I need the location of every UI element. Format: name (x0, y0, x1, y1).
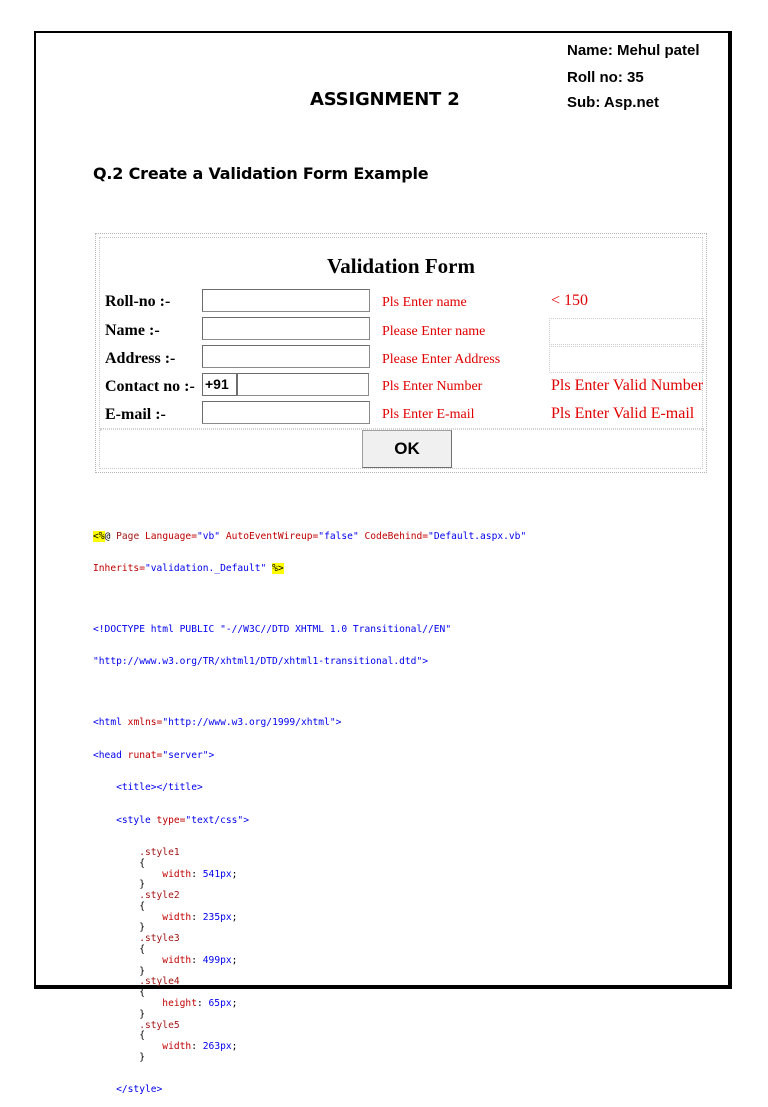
table-cell (549, 346, 704, 373)
code-token: "server" (162, 749, 209, 761)
code-line: width: 263px; (93, 1041, 238, 1053)
assignment-title: ASSIGNMENT 2 (310, 89, 460, 110)
code-token: CodeBehind= (358, 530, 429, 542)
name-required-error: Please Enter name (382, 324, 486, 339)
code-line: height: 65px; (93, 998, 238, 1010)
roll-no-range-error: < 150 (551, 292, 589, 309)
code-line: } (93, 1008, 145, 1020)
code-line (93, 564, 526, 575)
code-line: <title></title> (93, 782, 203, 794)
code-token: %> (272, 562, 284, 574)
question-heading: Q.2 Create a Validation Form Example (93, 164, 429, 183)
code-line (93, 816, 526, 827)
email-input[interactable] (202, 401, 370, 424)
code-line: } (93, 879, 145, 891)
code-line: width: 499px; (93, 954, 238, 966)
code-token: "validation._Default" (144, 562, 267, 574)
code-token: <html (93, 717, 122, 729)
roll-no-required-error: Pls Enter name (382, 295, 467, 310)
label-address: Address :- (105, 350, 176, 367)
code-line: width: 235px; (93, 911, 238, 923)
code-token: "false" (318, 530, 359, 542)
subject: Sub: Asp.net (567, 94, 659, 111)
code-line: .style1 (93, 846, 180, 858)
ok-button[interactable]: OK (362, 430, 452, 468)
code-line: .style5 (93, 1019, 180, 1031)
code-line: } (93, 1052, 145, 1064)
student-name: Name: Mehul patel (567, 42, 700, 59)
code-line: width: 541px; (93, 868, 238, 880)
code-line: { (93, 944, 145, 956)
contact-no-input[interactable] (237, 373, 369, 396)
code-line: } (93, 965, 145, 977)
address-required-error: Please Enter Address (382, 352, 501, 367)
code-line (93, 751, 526, 762)
roll-number: Roll no: 35 (567, 69, 644, 86)
email-valid-error: Pls Enter Valid E-mail (551, 405, 695, 422)
code-line: { (93, 857, 145, 869)
validation-form (95, 233, 707, 473)
code-token: <% (93, 530, 105, 542)
code-line: } (93, 922, 145, 934)
code-line (93, 718, 526, 729)
country-code-field[interactable]: +91 (202, 373, 237, 396)
form-title: Validation Form (327, 254, 475, 278)
code-line (93, 532, 526, 543)
email-required-error: Pls Enter E-mail (382, 407, 475, 422)
roll-no-input[interactable] (202, 289, 370, 312)
code-token: xmlns= (121, 717, 163, 729)
code-token: Page (110, 530, 145, 542)
code-line: { (93, 1030, 145, 1042)
contact-valid-error: Pls Enter Valid Number (551, 377, 704, 394)
code-token: > (243, 814, 249, 826)
code-listing (93, 510, 526, 1107)
code-line: { (93, 900, 145, 912)
code-token: "text/css" (185, 814, 244, 826)
code-token: AutoEventWireup= (220, 530, 319, 542)
code-line: </style> (93, 1084, 163, 1096)
code-line: .style2 (93, 890, 180, 902)
code-line: { (93, 987, 145, 999)
code-token: "vb" (196, 530, 221, 542)
name-input[interactable] (202, 317, 370, 340)
code-line: .style3 (93, 933, 180, 945)
code-token: runat= (121, 749, 163, 761)
label-contact-no: Contact no :- (105, 378, 195, 395)
code-line: "http://www.w3.org/TR/xhtml1/DTD/xhtml1-transitional.dtd"> (93, 656, 429, 668)
code-token: <style (93, 814, 151, 826)
code-token: Inherits= (93, 562, 145, 574)
code-token: type= (150, 814, 186, 826)
code-token: > (335, 717, 342, 729)
contact-required-error: Pls Enter Number (382, 379, 483, 394)
css-rules (93, 848, 526, 1064)
code-token: <head (93, 749, 122, 761)
code-line: <!DOCTYPE html PUBLIC "-//W3C//DTD XHTML 1.0 Transitional//EN" (93, 623, 452, 635)
code-line: .style4 (93, 976, 180, 988)
label-roll-no: Roll-no :- (105, 293, 171, 310)
label-name: Name :- (105, 322, 160, 339)
label-email: E-mail :- (105, 406, 166, 423)
code-token: Language= (145, 530, 197, 542)
code-token: "Default.aspx.vb" (428, 530, 527, 542)
code-token: > (208, 749, 215, 761)
table-cell (549, 318, 704, 345)
form-table (99, 237, 703, 469)
code-token: @ (104, 530, 111, 542)
code-token: "http://www.w3.org/1999/xhtml" (162, 717, 336, 729)
address-input[interactable] (202, 345, 370, 368)
